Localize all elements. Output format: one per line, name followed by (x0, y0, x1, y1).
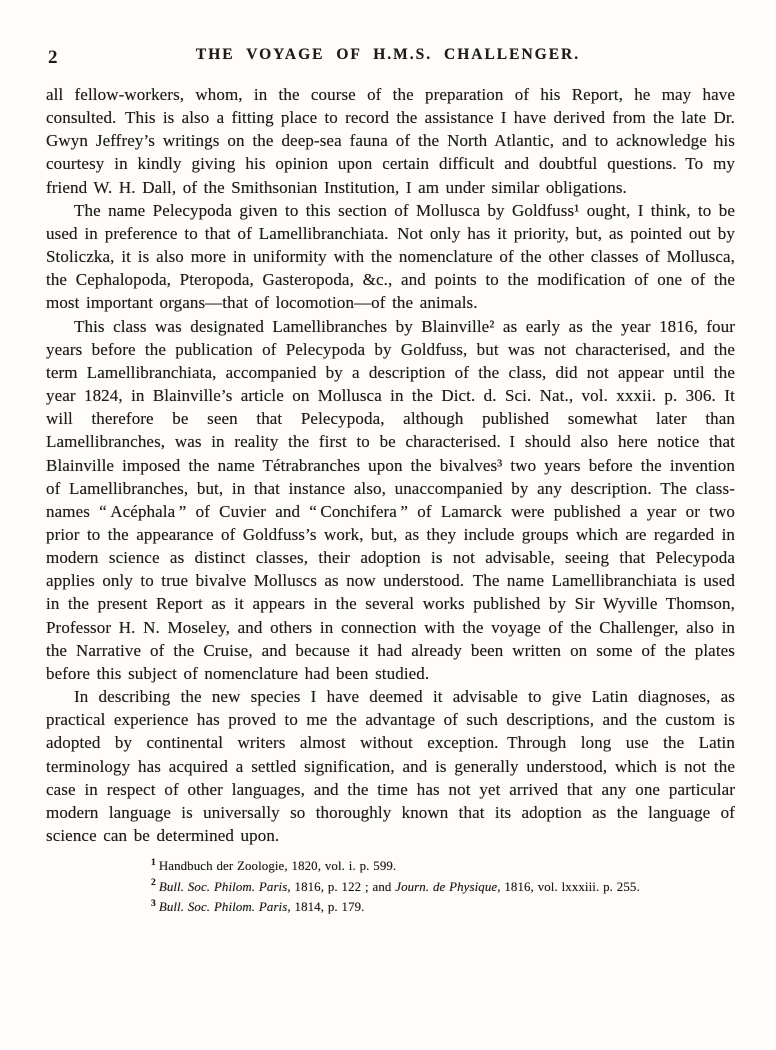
paragraph-3: This class was designated Lamellibranches by Blainville² as early as the year 1816, four years before the publication of Pelecypoda by Goldfuss, but was not characterised, and the term Lamellibranchiata, accompanied by a description of the class, did not appear until the year 1824, in Blainville’s article on Mollusca in the Dict. d. Sci. Nat., vol. xxxii. p. 306. It will therefore be seen that Pelecypoda, although published somewhat later than Lamellibranches, was in reality the first to be characterised. I should also here notice that Blainville imposed the name Tétrabranches upon the bivalves³ two years before the invention of Lamellibranches, but, in that instance also, unaccompanied by any description. The class-names “ Acéphala ” of Cuvier and “ Conchifera ” of Lamarck were published a year or two prior to the appearance of Goldfuss’s work, but, as they include groups which are regarded in modern science as distinct classes, their adoption is not advisable, seeing that Pelecypoda applies only to true bivalve Molluscs as now understood. The name Lamellibranchiata is used in the present Report as it appears in the several works published by Sir Wyville Thomson, Professor H. N. Moseley, and others in connection with the voyage of the Challenger, also in the Narrative of the Cruise, and because it had already been written on some of the plates before this subject of nomenclature had been studied. (46, 316, 735, 683)
footnote-1 (151, 856, 735, 877)
footnote-1-text: Handbuch der Zoologie, 1820, vol. i. p. 599. (158, 859, 397, 874)
footnote-2-text: Journ. de Physique (395, 879, 498, 894)
paragraph-2: The name Pelecypoda given to this section of Mollusca by Goldfuss¹ ought, I think, to be used in preference to that of Lamellibranchiata. Not only has it priority, but, as pointed out by Stoliczka, it is also more in uniformity with the nomenclature of the other classes of Mollusca, the Cephalopoda, Pteropoda, Gasteropoda, &c., and points to the modification of one of the most important organs—that of locomotion—of the animals. (46, 200, 735, 313)
page-number: 2 (48, 47, 58, 68)
footnote-2 (151, 877, 735, 898)
paragraph-1: all fellow-workers, whom, in the course of the preparation of his Report, he may have consulted. This is also a fitting place to record the assistance I have derived from the late Dr. Gwyn Jeffrey’s writings on the deep-sea fauna of the North Atlantic, and to acknowledge his courtesy in kindly giving his opinion upon certain difficult and doubtful questions. To my friend W. H. Dall, of the Smithsonian Institution, I am under similar obligations. (46, 85, 735, 197)
footnote-3-marker: 3 (151, 898, 156, 909)
footnote-3-text: Bull. Soc. Philom. Paris (158, 900, 288, 915)
footnote-2-text: , 1816, vol. lxxxiii. p. 255. (497, 879, 640, 894)
footnotes-block (46, 856, 735, 918)
footnote-1-marker: 1 (151, 857, 156, 868)
footnote-2-text: , 1816, p. 122 ; and (287, 879, 396, 894)
text-block (46, 83, 735, 918)
paragraph-4: In describing the new species I have deemed it advisable to give Latin diagnoses, as practical experience has proved to me the advantage of such descriptions, and the custom is adopted by continental writers almost without exception. Through long use the Latin terminology has acquired a settled signification, and is generally understood, which is not the case in respect of other languages, and the time has not yet arrived that any one particular modern language is universally so thoroughly known that its adoption as the language of science can be determined upon. (46, 687, 735, 845)
footnote-2-marker: 2 (151, 878, 156, 889)
footnote-3-text: , 1814, p. 179. (287, 900, 365, 915)
running-title: THE VOYAGE OF H.M.S. CHALLENGER. (195, 46, 581, 63)
footnote-2-text: Bull. Soc. Philom. Paris (158, 879, 288, 894)
footnote-3 (151, 897, 735, 918)
page-header (0, 46, 776, 70)
